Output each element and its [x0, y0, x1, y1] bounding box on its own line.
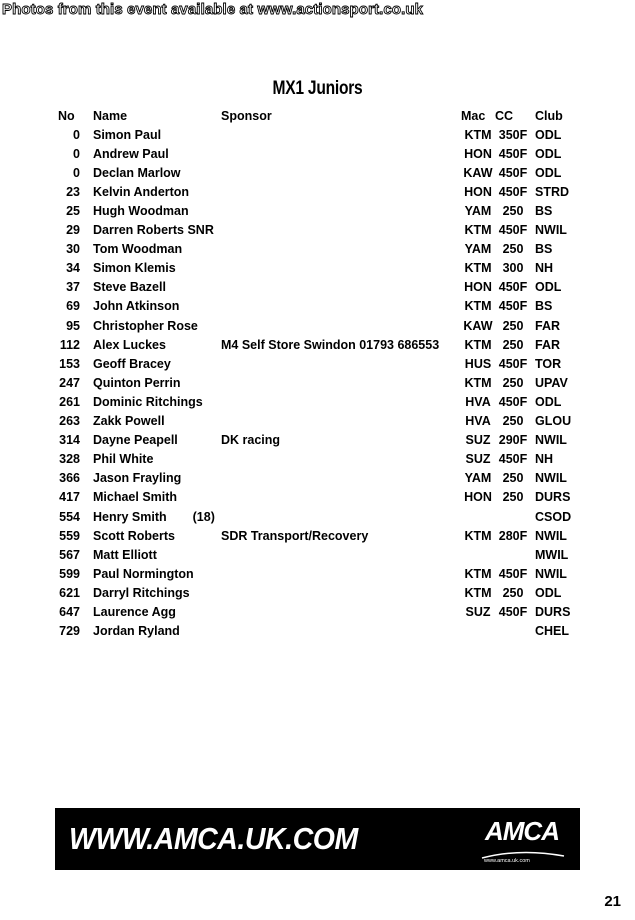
- rider-sponsor: [221, 392, 461, 411]
- rider-name: [93, 335, 221, 354]
- rider-club: FAR: [535, 337, 560, 352]
- rider-sponsor: [221, 622, 461, 641]
- rider-sponsor: SDR Transport/Recovery: [221, 528, 369, 543]
- rider-number: 34: [66, 261, 80, 276]
- rider-cc: 450F: [498, 223, 528, 238]
- rider-cc: 450F: [498, 452, 528, 467]
- rider-number: 328: [59, 452, 80, 467]
- rider-name: [93, 392, 221, 411]
- rider-machine: YAM: [464, 204, 492, 219]
- table-row: [58, 507, 575, 526]
- rider-name: [93, 431, 221, 450]
- rider-number: 599: [59, 566, 80, 581]
- table-row: [58, 373, 575, 392]
- rider-sponsor: [221, 412, 461, 431]
- rider-club: CSOD: [535, 509, 572, 524]
- rider-cc: 250: [502, 337, 524, 352]
- rider-cc: 450F: [498, 356, 528, 371]
- rider-machine: HON: [464, 146, 492, 161]
- rider-name: [93, 564, 221, 583]
- table-row: [58, 354, 575, 373]
- table-row: [58, 392, 575, 411]
- rider-name-text: Alex Luckes: [93, 337, 166, 352]
- rider-cc: 450F: [498, 299, 528, 314]
- rider-name: [93, 240, 221, 259]
- rider-name-text: Hugh Woodman: [93, 204, 189, 219]
- rider-name-text: Dayne Peapell: [93, 433, 178, 448]
- rider-number: 25: [66, 204, 80, 219]
- rider-cc: 290F: [498, 433, 528, 448]
- rider-name-text: Henry Smith: [93, 509, 167, 524]
- rider-machine: KTM: [464, 223, 492, 238]
- rider-club: ODL: [535, 165, 562, 180]
- rider-cc: 450F: [498, 146, 528, 161]
- rider-club: MWIL: [535, 547, 569, 562]
- rider-machine: [461, 622, 495, 641]
- rider-name-text: Andrew Paul: [93, 146, 169, 161]
- rider-sponsor: [221, 201, 461, 220]
- rider-name-text: Geoff Bracey: [93, 356, 171, 371]
- table-row: [58, 316, 575, 335]
- rider-machine: HON: [464, 184, 492, 199]
- rider-machine: SUZ: [465, 604, 491, 619]
- rider-name-text: Laurence Agg: [93, 604, 176, 619]
- rider-number: 647: [59, 604, 80, 619]
- rider-number: 153: [59, 356, 80, 371]
- rider-name-text: Darren Roberts SNR: [93, 223, 214, 238]
- rider-sponsor: [221, 240, 461, 259]
- rider-name-text: John Atkinson: [93, 299, 180, 314]
- rider-cc: 250: [502, 414, 524, 429]
- rider-club: NWIL: [535, 433, 567, 448]
- table-row: [58, 488, 575, 507]
- rider-name: [93, 526, 221, 545]
- rider-name-text: Dominic Ritchings: [93, 394, 203, 409]
- rider-machine: HVA: [465, 414, 491, 429]
- column-header-no: No: [58, 108, 75, 123]
- rider-number: 30: [66, 242, 80, 257]
- rider-name: [93, 469, 221, 488]
- table-row: [58, 545, 575, 564]
- rider-number: 0: [73, 146, 80, 161]
- table-row: [58, 450, 575, 469]
- rider-sponsor: [221, 583, 461, 602]
- rider-machine: KAW: [463, 318, 493, 333]
- table-row: [58, 602, 575, 621]
- page-number: 21: [604, 893, 621, 910]
- rider-machine: HVA: [465, 394, 491, 409]
- rider-machine: KTM: [464, 585, 492, 600]
- rider-name: [93, 297, 221, 316]
- rider-club: FAR: [535, 318, 560, 333]
- table-body: [58, 125, 575, 641]
- rider-name-text: Paul Normington: [93, 566, 194, 581]
- rider-club: TOR: [535, 356, 562, 371]
- rider-club: ODL: [535, 280, 562, 295]
- banner-url-text: WWW.AMCA.UK.COM: [69, 821, 358, 856]
- rider-number: 261: [59, 394, 80, 409]
- rider-name: [93, 507, 221, 526]
- rider-cc: 250: [502, 375, 524, 390]
- rider-number: 23: [66, 184, 80, 199]
- rider-cc: 450F: [498, 165, 528, 180]
- rider-club: NWIL: [535, 528, 567, 543]
- rider-name: [93, 622, 221, 641]
- rider-note: (18): [192, 509, 215, 524]
- rider-cc: 450F: [498, 394, 528, 409]
- rider-name-text: Kelvin Anderton: [93, 184, 190, 199]
- rider-name-text: Simon Paul: [93, 127, 162, 142]
- table-row: [58, 221, 575, 240]
- rider-machine: KAW: [463, 165, 493, 180]
- rider-club: UPAV: [535, 375, 568, 390]
- table-row: [58, 335, 575, 354]
- rider-sponsor: [221, 316, 461, 335]
- rider-club: NWIL: [535, 471, 567, 486]
- rider-number: 554: [59, 509, 80, 524]
- column-header-name: Name: [93, 108, 128, 123]
- rider-number: 366: [59, 471, 80, 486]
- logo-subtext: www.amca.uk.com: [484, 858, 530, 864]
- rider-club: DURS: [535, 604, 571, 619]
- rider-cc: 250: [502, 490, 524, 505]
- rider-club: STRD: [535, 184, 570, 199]
- rider-name: [93, 488, 221, 507]
- rider-sponsor: [221, 125, 461, 144]
- rider-sponsor: [221, 144, 461, 163]
- rider-name-text: Michael Smith: [93, 490, 178, 505]
- rider-machine: [461, 507, 495, 526]
- rider-cc: 250: [502, 585, 524, 600]
- rider-name: [93, 545, 221, 564]
- table-row: [58, 431, 575, 450]
- rider-cc: 250: [502, 204, 524, 219]
- rider-club: DURS: [535, 490, 571, 505]
- rider-cc: 280F: [498, 528, 528, 543]
- rider-cc: 250: [502, 471, 524, 486]
- entry-list-table: [58, 106, 575, 641]
- rider-name: [93, 182, 221, 201]
- column-header-mac: Mac: [461, 108, 486, 123]
- table-header-row: [58, 106, 575, 125]
- rider-number: 37: [66, 280, 80, 295]
- column-header-sponsor: Sponsor: [221, 108, 272, 123]
- rider-name: [93, 354, 221, 373]
- rider-machine: KTM: [464, 261, 492, 276]
- rider-club: NH: [535, 261, 554, 276]
- rider-name: [93, 412, 221, 431]
- rider-number: 417: [59, 490, 80, 505]
- rider-name-text: Steve Bazell: [93, 280, 166, 295]
- rider-club: ODL: [535, 127, 562, 142]
- rider-name: [93, 316, 221, 335]
- rider-sponsor: [221, 469, 461, 488]
- rider-machine: KTM: [464, 528, 492, 543]
- rider-number: 567: [59, 547, 80, 562]
- rider-cc: 250: [502, 318, 524, 333]
- table-row: [58, 259, 575, 278]
- rider-name-text: Jason Frayling: [93, 471, 182, 486]
- rider-cc: 250: [502, 242, 524, 257]
- rider-cc: 450F: [498, 604, 528, 619]
- table-row: [58, 125, 575, 144]
- rider-sponsor: [221, 564, 461, 583]
- rider-sponsor: [221, 602, 461, 621]
- rider-machine: SUZ: [465, 433, 491, 448]
- rider-cc: [495, 507, 531, 526]
- rider-club: BS: [535, 299, 553, 314]
- rider-name: [93, 259, 221, 278]
- rider-number: 263: [59, 414, 80, 429]
- table-row: [58, 144, 575, 163]
- rider-sponsor: [221, 450, 461, 469]
- rider-club: CHEL: [535, 624, 570, 639]
- rider-number: 559: [59, 528, 80, 543]
- rider-club: ODL: [535, 394, 562, 409]
- column-header-cc: CC: [495, 108, 514, 123]
- table-row: [58, 583, 575, 602]
- amca-banner: [55, 808, 580, 870]
- rider-club: NH: [535, 452, 554, 467]
- rider-sponsor: [221, 545, 461, 564]
- rider-name: [93, 583, 221, 602]
- rider-club: BS: [535, 204, 553, 219]
- rider-name-text: Tom Woodman: [93, 242, 183, 257]
- rider-sponsor: DK racing: [221, 433, 281, 448]
- table-row: [58, 412, 575, 431]
- rider-cc: 300: [502, 261, 524, 276]
- rider-sponsor: [221, 259, 461, 278]
- rider-club: NWIL: [535, 566, 567, 581]
- amca-logo: [476, 816, 568, 864]
- table-row: [58, 297, 575, 316]
- rider-machine: YAM: [464, 471, 492, 486]
- rider-machine: HUS: [464, 356, 492, 371]
- rider-name: [93, 602, 221, 621]
- rider-number: 729: [59, 624, 80, 639]
- rider-machine: YAM: [464, 242, 492, 257]
- rider-name: [93, 373, 221, 392]
- rider-name: [93, 201, 221, 220]
- rider-club: ODL: [535, 585, 562, 600]
- rider-club: BS: [535, 242, 553, 257]
- table-row: [58, 564, 575, 583]
- rider-name-text: Quinton Perrin: [93, 375, 181, 390]
- rider-machine: KTM: [464, 375, 492, 390]
- rider-number: 112: [59, 337, 80, 352]
- table-row: [58, 163, 575, 182]
- rider-name-text: Declan Marlow: [93, 165, 181, 180]
- rider-machine: KTM: [464, 337, 492, 352]
- rider-sponsor: [221, 278, 461, 297]
- rider-number: 314: [59, 433, 80, 448]
- rider-name-text: Darryl Ritchings: [93, 585, 190, 600]
- rider-machine: [461, 545, 495, 564]
- rider-cc: 450F: [498, 280, 528, 295]
- rider-number: 69: [66, 299, 80, 314]
- rider-cc: 350F: [498, 127, 528, 142]
- table-row: [58, 240, 575, 259]
- table-row: [58, 469, 575, 488]
- rider-name: [93, 278, 221, 297]
- rider-number: 95: [66, 318, 80, 333]
- rider-machine: HON: [464, 490, 492, 505]
- rider-club: GLOU: [535, 414, 572, 429]
- rider-number: 29: [66, 223, 80, 238]
- rider-sponsor: [221, 163, 461, 182]
- rider-sponsor: M4 Self Store Swindon 01793 686553: [221, 337, 440, 352]
- rider-name-text: Simon Klemis: [93, 261, 176, 276]
- rider-cc: 450F: [498, 566, 528, 581]
- table-row: [58, 182, 575, 201]
- rider-sponsor: [221, 182, 461, 201]
- rider-club: ODL: [535, 146, 562, 161]
- rider-machine: HON: [464, 280, 492, 295]
- rider-number: 0: [73, 165, 80, 180]
- rider-name-text: Zakk Powell: [93, 414, 165, 429]
- table-row: [58, 201, 575, 220]
- column-header-club: Club: [535, 108, 563, 123]
- rider-club: NWIL: [535, 223, 567, 238]
- rider-name: [93, 221, 221, 240]
- rider-sponsor: [221, 354, 461, 373]
- rider-sponsor: [221, 221, 461, 240]
- rider-machine: KTM: [464, 566, 492, 581]
- rider-name: [93, 125, 221, 144]
- table-row: [58, 278, 575, 297]
- rider-cc: [495, 622, 531, 641]
- rider-cc: [495, 545, 531, 564]
- rider-sponsor: [221, 488, 461, 507]
- watermark-text: Photos from this event available at www.actionsport.co.uk: [2, 1, 424, 18]
- logo-swoosh-icon: [480, 846, 566, 864]
- rider-name-text: Phil White: [93, 452, 154, 467]
- rider-sponsor: [221, 373, 461, 392]
- rider-name: [93, 450, 221, 469]
- rider-name-text: Scott Roberts: [93, 528, 175, 543]
- rider-machine: SUZ: [465, 452, 491, 467]
- logo-wordmark: AMCA: [485, 816, 559, 846]
- table-row: [58, 622, 575, 641]
- table-row: [58, 526, 575, 545]
- rider-name: [93, 163, 221, 182]
- rider-name-text: Jordan Ryland: [93, 624, 180, 639]
- rider-name-text: Matt Elliott: [93, 547, 157, 562]
- rider-cc: 450F: [498, 184, 528, 199]
- rider-sponsor: [221, 507, 461, 526]
- rider-machine: KTM: [464, 299, 492, 314]
- page-title: MX1 Juniors: [272, 78, 363, 99]
- rider-number: 247: [59, 375, 80, 390]
- rider-number: 621: [59, 585, 80, 600]
- rider-machine: KTM: [464, 127, 492, 142]
- rider-sponsor: [221, 297, 461, 316]
- rider-name-text: Christopher Rose: [93, 318, 198, 333]
- rider-number: 0: [73, 127, 80, 142]
- rider-name: [93, 144, 221, 163]
